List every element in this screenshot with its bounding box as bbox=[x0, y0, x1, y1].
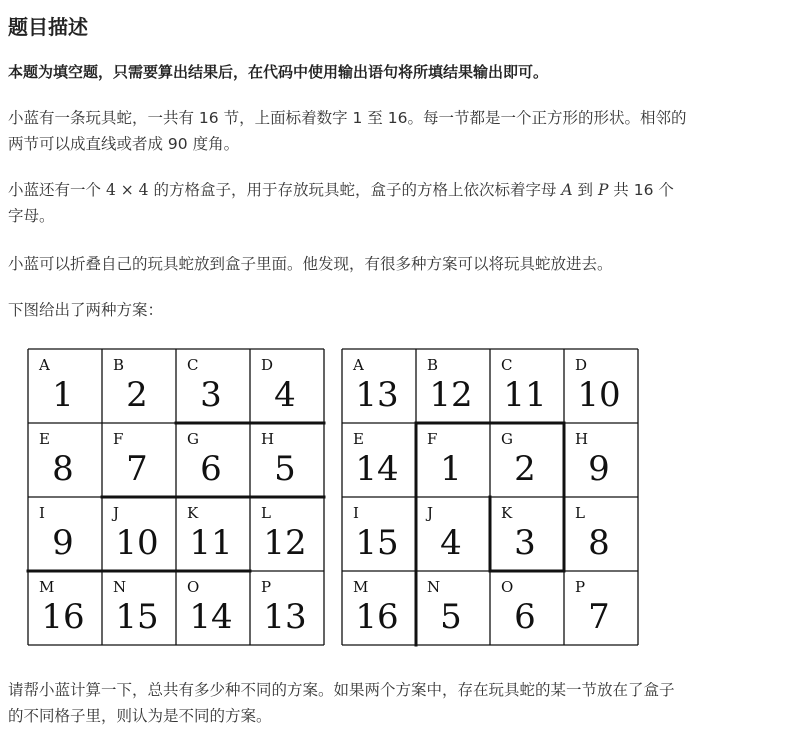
grid-1-cell-c bbox=[187, 356, 222, 415]
cell-number: 13 bbox=[263, 597, 307, 637]
paragraph-box bbox=[8, 177, 778, 229]
cell-letter: B bbox=[113, 356, 125, 374]
cell-letter: F bbox=[427, 430, 438, 448]
cell-number: 9 bbox=[588, 449, 610, 489]
cell-number: 7 bbox=[588, 597, 610, 637]
paragraph-fold: 小蓝可以折叠自己的玩具蛇放到盒子里面。他发现，有很多种方案可以将玩具蛇放进去。 bbox=[8, 255, 613, 273]
cell-number: 3 bbox=[200, 375, 222, 415]
cell-number: 1 bbox=[52, 375, 74, 415]
cell-letter: H bbox=[575, 430, 589, 448]
cell-number: 14 bbox=[189, 597, 233, 637]
cell-letter: C bbox=[501, 356, 513, 374]
cell-number: 9 bbox=[52, 523, 74, 563]
fill-in-note: 本题为填空题，只需要算出结果后，在代码中使用输出语句将所填结果输出即可。 bbox=[8, 63, 549, 81]
cell-letter: D bbox=[261, 356, 274, 374]
grid-2-cell-f bbox=[427, 430, 462, 489]
cell-number: 16 bbox=[41, 597, 85, 637]
grid-2-cell-j bbox=[425, 504, 462, 563]
cell-number: 7 bbox=[126, 449, 148, 489]
grid-2-cell-e bbox=[353, 430, 399, 489]
grid-1-cell-g bbox=[187, 430, 222, 489]
cell-letter: M bbox=[353, 578, 369, 596]
grid-1-cell-m bbox=[39, 578, 85, 637]
grid-2-cell-i bbox=[353, 504, 399, 563]
grid-2-cell-p bbox=[575, 578, 610, 637]
grid-1-cell-o bbox=[187, 578, 233, 637]
solution-grid-2 bbox=[340, 346, 640, 652]
paragraph-box-text3: 到 bbox=[572, 181, 598, 199]
paragraph-question-line1: 请帮小蓝计算一下，总共有多少种不同的方案。如果两个方案中，存在玩具蛇的某一节放在了盒子 bbox=[8, 681, 675, 699]
cell-letter: I bbox=[39, 504, 45, 522]
grid-1-cell-d bbox=[261, 356, 296, 415]
cell-number: 10 bbox=[577, 375, 621, 415]
grid-2-cell-l bbox=[575, 504, 610, 563]
cell-letter: F bbox=[113, 430, 124, 448]
grid-1-cell-j bbox=[111, 504, 159, 563]
cell-number: 16 bbox=[355, 597, 399, 637]
cell-letter: L bbox=[261, 504, 271, 522]
grid-2-cell-d bbox=[575, 356, 621, 415]
grid-1-cell-e bbox=[39, 430, 74, 489]
cell-letter: A bbox=[353, 356, 364, 374]
paragraph-box-text4: 共 16 个 bbox=[608, 181, 674, 199]
grid-1-cell-n bbox=[113, 578, 159, 637]
cell-letter: B bbox=[427, 356, 439, 374]
cell-letter: G bbox=[187, 430, 199, 448]
paragraph-box-line2: 字母。 bbox=[8, 207, 55, 225]
paragraph-box-text2: 的方格盒子，用于存放玩具蛇，盒子的方格上依次标着字母 bbox=[148, 181, 562, 199]
cell-letter: P bbox=[261, 578, 272, 596]
cell-number: 6 bbox=[200, 449, 222, 489]
grid-1-cell-p bbox=[261, 578, 307, 637]
cell-letter: I bbox=[353, 504, 359, 522]
cell-letter: O bbox=[501, 578, 514, 596]
page-title: 题目描述 bbox=[8, 15, 88, 39]
grid-2-cell-m bbox=[353, 578, 399, 637]
cell-number: 12 bbox=[263, 523, 307, 563]
cell-number: 4 bbox=[440, 523, 462, 563]
cell-letter: N bbox=[427, 578, 441, 596]
cell-number: 1 bbox=[440, 449, 462, 489]
cell-number: 5 bbox=[440, 597, 462, 637]
grid-2-cell-h bbox=[575, 430, 610, 489]
math-grid-size: 4 × 4 bbox=[105, 181, 149, 199]
cell-letter: K bbox=[187, 504, 199, 522]
cell-number: 5 bbox=[274, 449, 296, 489]
cell-number: 11 bbox=[189, 523, 233, 563]
paragraph-snake-line2: 两节可以成直线或者成 90 度角。 bbox=[8, 135, 240, 153]
paragraph-question bbox=[8, 677, 778, 729]
cell-letter: H bbox=[261, 430, 275, 448]
cell-letter: M bbox=[39, 578, 55, 596]
cell-number: 2 bbox=[126, 375, 148, 415]
cell-letter: D bbox=[575, 356, 588, 374]
cell-number: 6 bbox=[514, 597, 536, 637]
cell-number: 3 bbox=[514, 523, 536, 563]
cell-number: 15 bbox=[355, 523, 399, 563]
grid-1-cell-k bbox=[187, 504, 233, 563]
paragraph-box-text1: 小蓝还有一个 bbox=[8, 181, 106, 199]
cell-letter: E bbox=[39, 430, 50, 448]
math-letter-p: P bbox=[597, 181, 609, 199]
grid-2-cell-o bbox=[501, 578, 536, 637]
cell-letter: L bbox=[575, 504, 585, 522]
cell-letter: J bbox=[113, 504, 120, 522]
cell-number: 13 bbox=[355, 375, 399, 415]
solutions-figure bbox=[26, 346, 638, 652]
grid-1-cell-l bbox=[261, 504, 307, 563]
cell-number: 2 bbox=[514, 449, 536, 489]
cell-letter: C bbox=[187, 356, 199, 374]
cell-letter: K bbox=[501, 504, 513, 522]
grid-2-cell-k bbox=[501, 504, 536, 563]
paragraph-question-line2: 的不同格子里，则认为是不同的方案。 bbox=[8, 707, 272, 725]
math-letter-a: A bbox=[561, 181, 573, 199]
cell-letter: A bbox=[39, 356, 50, 374]
paragraph-snake bbox=[8, 105, 778, 157]
cell-letter: J bbox=[427, 504, 434, 522]
solution-grid-1 bbox=[26, 346, 326, 652]
cell-letter: O bbox=[187, 578, 200, 596]
paragraph-figure-intro: 下图给出了两种方案： bbox=[8, 301, 164, 319]
grid-1-cell-a bbox=[38, 356, 74, 415]
cell-letter: G bbox=[501, 430, 513, 448]
grid-2-cell-a bbox=[352, 356, 399, 415]
cell-number: 8 bbox=[588, 523, 610, 563]
cell-number: 15 bbox=[115, 597, 159, 637]
cell-letter: N bbox=[113, 578, 127, 596]
paragraph-snake-line1: 小蓝有一条玩具蛇，一共有 16 节，上面标着数字 1 至 16。每一节都是一个正方形的形状。相邻的 bbox=[8, 109, 687, 127]
cell-number: 4 bbox=[274, 375, 296, 415]
grid-2-cell-b bbox=[427, 356, 473, 415]
grid-2-cell-n bbox=[427, 578, 462, 637]
cell-letter: E bbox=[353, 430, 364, 448]
cell-number: 14 bbox=[355, 449, 399, 489]
cell-number: 8 bbox=[52, 449, 74, 489]
grid-1-cell-i bbox=[39, 504, 74, 563]
grid-2-cell-g bbox=[501, 430, 536, 489]
cell-number: 12 bbox=[429, 375, 473, 415]
cell-letter: P bbox=[575, 578, 586, 596]
grid-1-cell-h bbox=[261, 430, 296, 489]
cell-number: 10 bbox=[115, 523, 159, 563]
grid-2-cell-c bbox=[501, 356, 547, 415]
grid-1-cell-f bbox=[113, 430, 148, 489]
cell-number: 11 bbox=[503, 375, 547, 415]
grid-1-cell-b bbox=[113, 356, 148, 415]
